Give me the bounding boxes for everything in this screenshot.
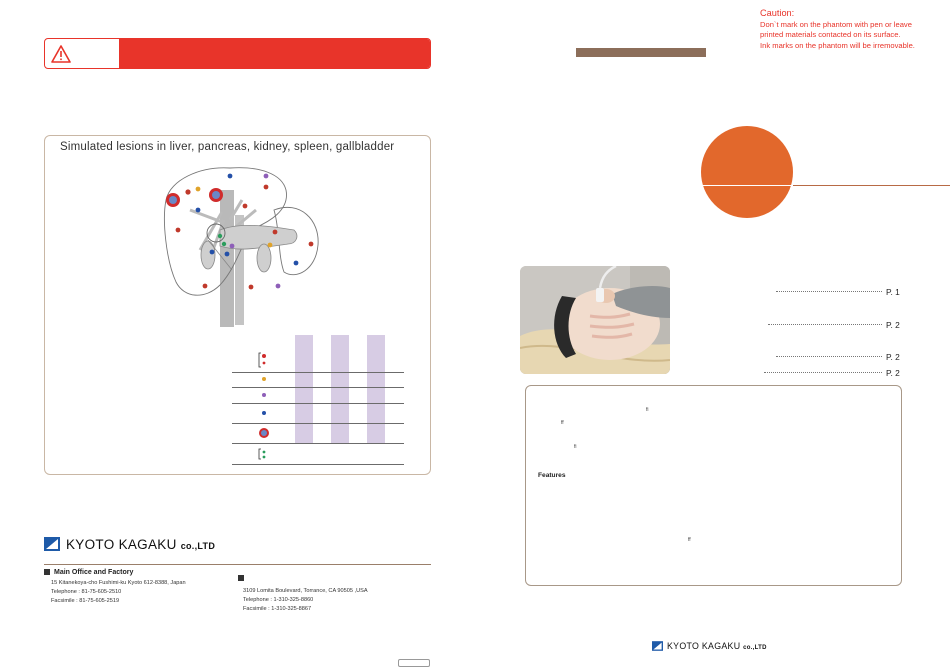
ultrasound-phantom-photo <box>520 266 670 374</box>
ligature-glyph: ff <box>561 420 564 426</box>
toc-leader <box>768 324 882 325</box>
toc-page-number[interactable]: P. 2 <box>886 352 900 362</box>
usa-office-address-block <box>243 587 368 613</box>
toc-leader <box>776 356 882 357</box>
toc-page-number[interactable]: P. 1 <box>886 287 900 297</box>
kyoto-kagaku-logo-icon <box>44 537 60 551</box>
main-office-address: 15 Kitanekoya-cho Fushimi-ku Kyoto 612-8388, Japan <box>51 580 186 586</box>
lesion-column-1 <box>295 335 313 444</box>
company-logo <box>44 535 215 553</box>
page-tab <box>398 659 430 667</box>
ligature-glyph: fi <box>646 407 649 413</box>
toc-leader <box>776 291 882 292</box>
company-name: KYOTO KAGAKU <box>66 536 177 552</box>
warning-banner-fill <box>119 39 430 68</box>
warning-triangle-icon <box>51 44 71 64</box>
caution-heading: Caution: <box>760 8 795 18</box>
address-divider <box>44 564 431 565</box>
features-panel <box>525 385 902 586</box>
main-office-fax: Facsimile : 81-75-605-2519 <box>51 597 120 604</box>
product-photo <box>520 266 670 374</box>
features-heading: Features <box>538 472 566 479</box>
lesion-panel-title: Simulated lesions in liver, pancreas, kidney, spleen, gallbladder <box>60 141 395 153</box>
kyoto-kagaku-logo-icon <box>652 641 663 651</box>
main-office-heading: Main Office and Factory <box>44 569 133 576</box>
usa-office-phone: Telephone : 1-310-325-8860 <box>243 596 314 603</box>
caution-line: Ink marks on the phantom will be irremovable. <box>760 40 915 50</box>
footer-company-logo <box>652 640 767 652</box>
footer-company-suffix: co.,LTD <box>743 645 767 651</box>
footer-company-name: KYOTO KAGAKU <box>667 641 741 651</box>
usa-office-heading <box>238 569 248 587</box>
bullet-square-icon <box>44 569 50 575</box>
warning-banner <box>44 38 431 69</box>
organ-illustration <box>160 160 330 330</box>
toc-page-number[interactable]: P. 2 <box>886 368 900 378</box>
usa-office-address: 3109 Lomita Boulevard, Torrance, CA 90505 ,USA <box>243 588 368 594</box>
company-suffix: co.,LTD <box>180 540 216 551</box>
caution-line: Don`t mark on the phantom with pen or leave <box>760 19 912 29</box>
section-rule-overlay <box>701 185 793 186</box>
legend-markers <box>256 350 276 462</box>
section-circle-badge <box>701 126 793 218</box>
legend-row-line <box>232 464 404 465</box>
ligature-glyph: ff <box>688 537 691 543</box>
title-accent-bar <box>576 48 706 57</box>
toc-leader <box>764 372 882 373</box>
lesion-column-3 <box>367 335 385 444</box>
caution-note <box>760 8 945 51</box>
ligature-glyph: fi <box>574 444 577 450</box>
caution-line: printed materials contacted on its surface. <box>760 30 901 39</box>
bullet-square-icon <box>238 575 244 581</box>
aorta-shape <box>220 190 234 327</box>
main-office-address-block <box>51 579 186 605</box>
main-office-phone: Telephone : 81-75-605-2510 <box>51 588 122 595</box>
usa-office-fax: Facsimile : 1-310-325-8867 <box>243 605 312 612</box>
lesion-column-2 <box>331 335 349 444</box>
toc-page-number[interactable]: P. 2 <box>886 320 900 330</box>
